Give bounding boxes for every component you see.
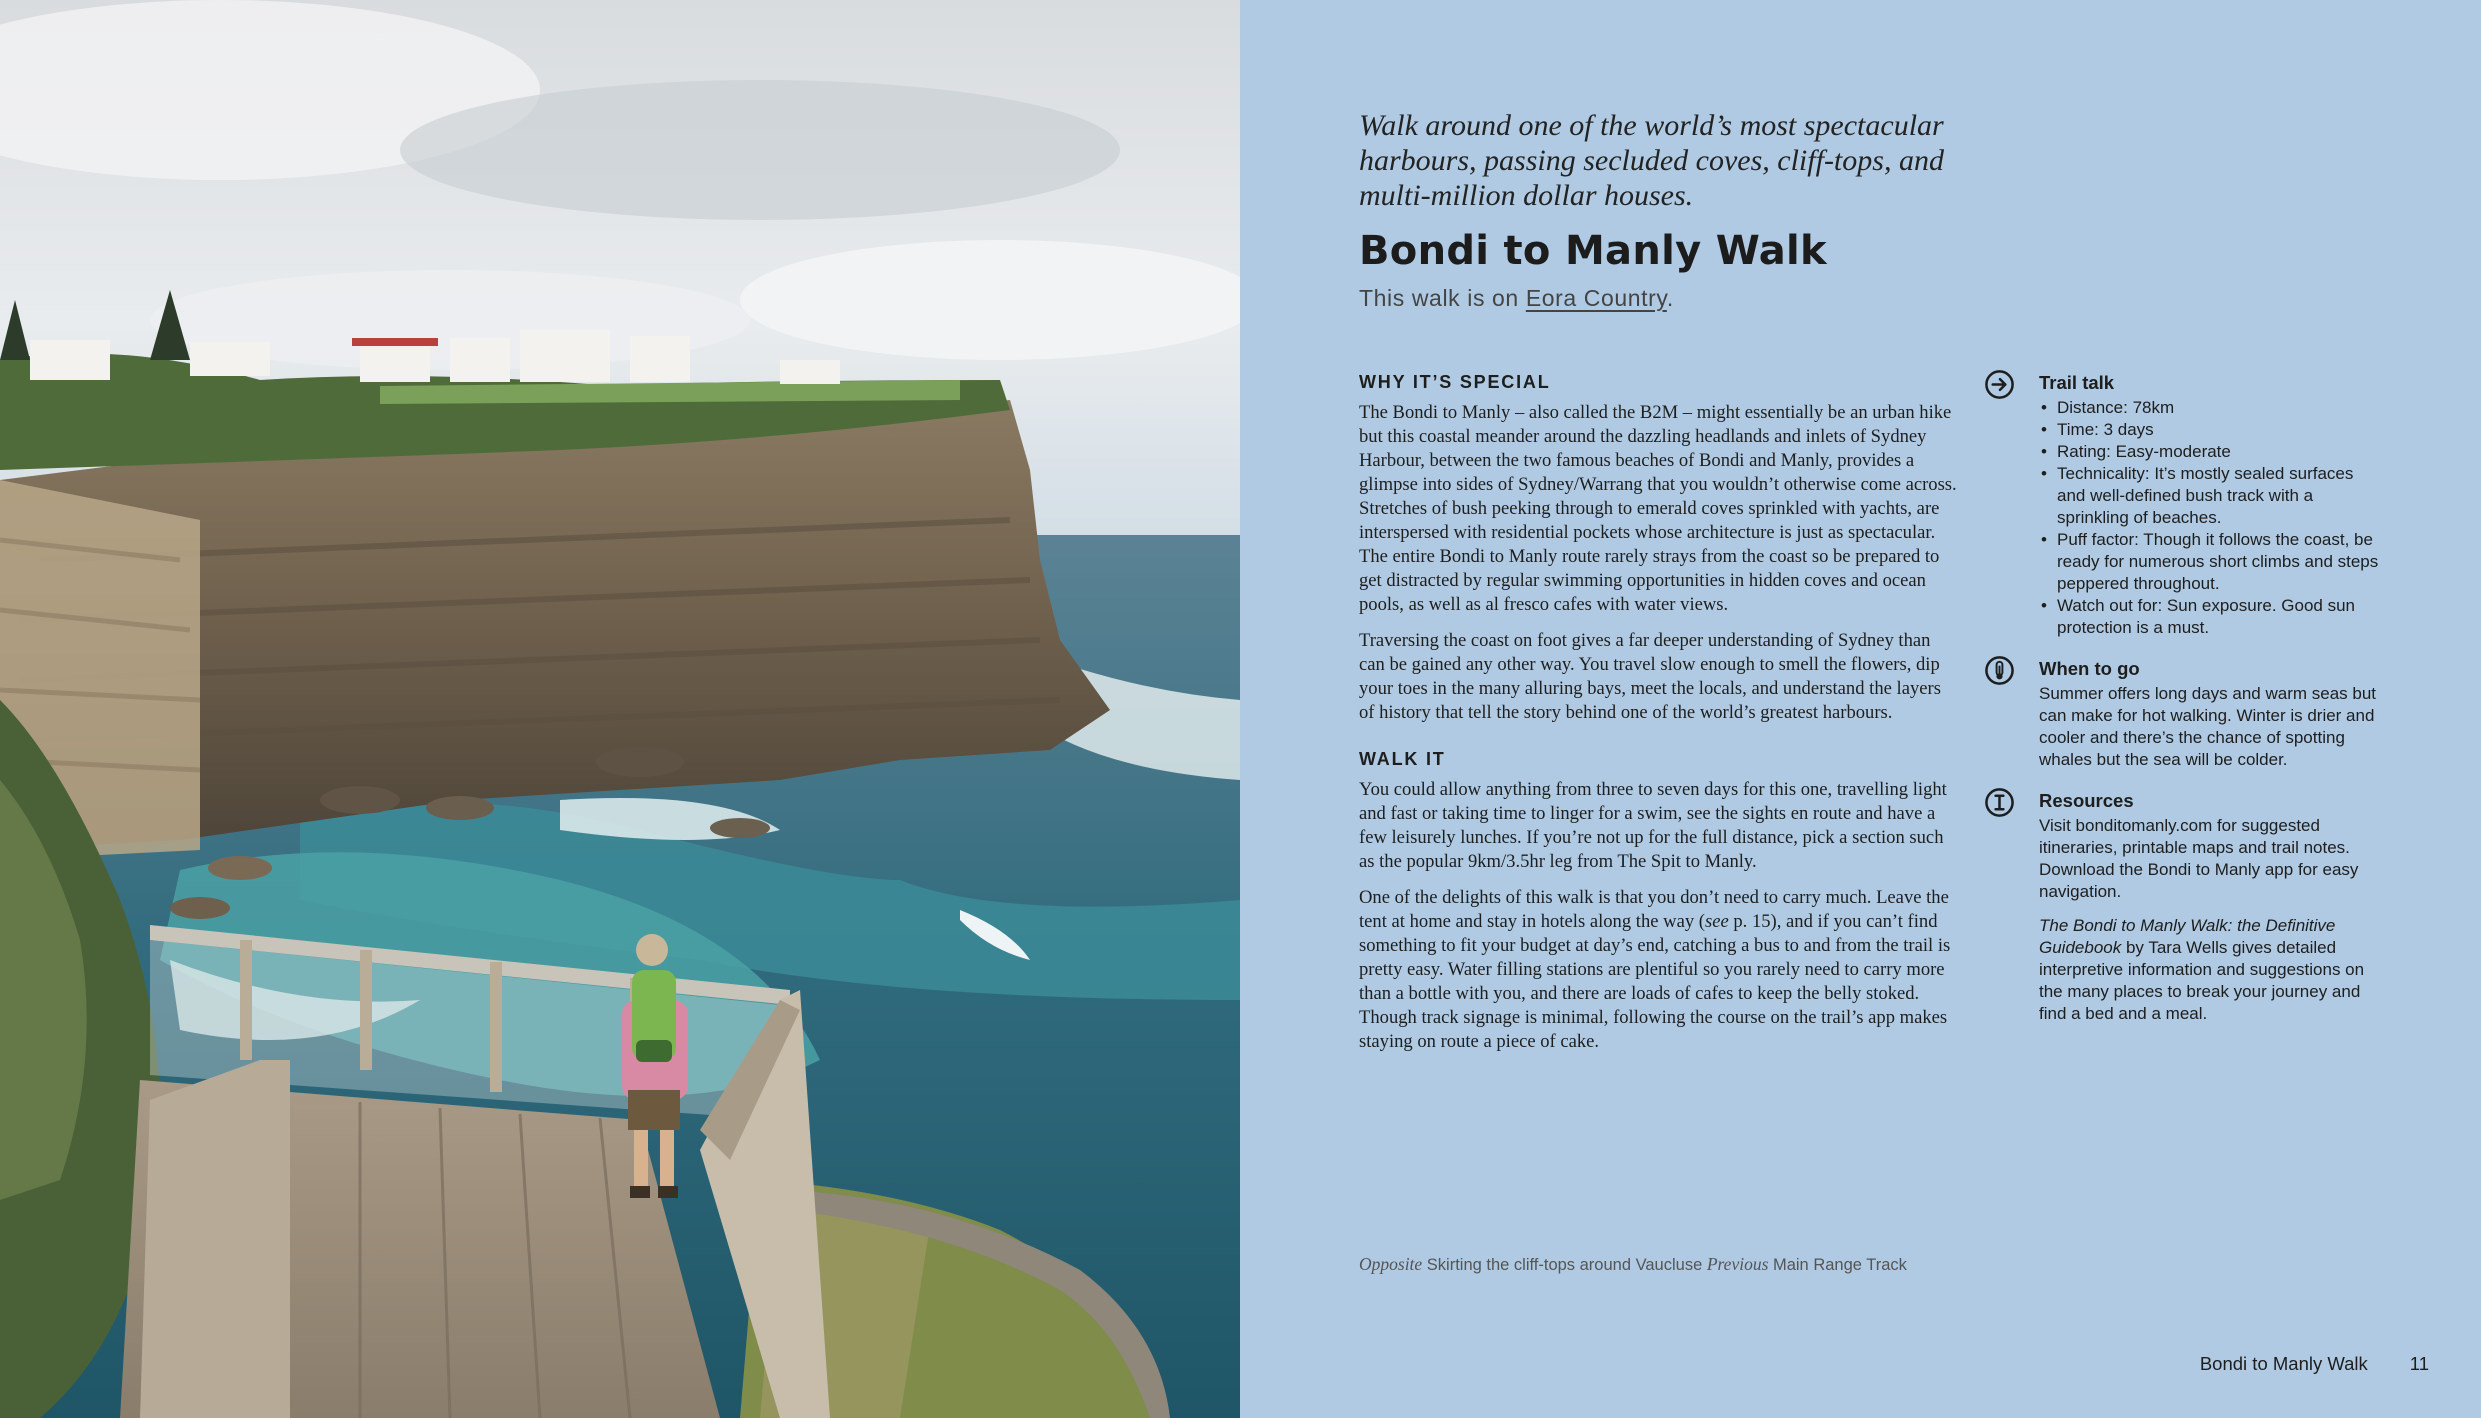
caption-opposite-text: Skirting the cliff-tops around Vaucluse bbox=[1422, 1256, 1707, 1274]
page-number: 11 bbox=[2409, 1353, 2429, 1374]
page-title: Bondi to Manly Walk bbox=[1359, 228, 1827, 274]
info-circle-icon bbox=[1984, 787, 2015, 818]
when-to-go-text: Summer offers long days and warm seas but can make for hot walking. Winter is drier and cooler and there’s the chance of spotting whales but the sea will be colder. bbox=[2039, 684, 2377, 769]
list-item: • Time: 3 days bbox=[2039, 419, 2384, 441]
footer-title: Bondi to Manly Walk bbox=[2199, 1353, 2368, 1374]
resources-block bbox=[1984, 787, 2384, 1025]
arrow-circle-icon bbox=[1984, 369, 2015, 400]
why-special-paragraph-2: Traversing the coast on foot gives a far deeper understanding of Sydney than can be gained any other way. You travel slow enough to smell the flowers, dip your toes in the many alluring bays, meet the locals, and understand the layers of history that tell the story behind one of the world’s greatest harbours. bbox=[1359, 630, 1941, 723]
why-special-paragraph-1: The Bondi to Manly – also called the B2M – might essentially be an urban hike but this coastal meander around the dazzling headlands and inlets of Sydney Harbour, between the two famous beaches of Bondi and Manly, provides a glimpse into sides of Sydney/Warrang that you wouldn’t otherwise come across. Stretches of bush peeking through to emerald coves sprinkled with yachts, are interspersed with residential pockets whose architecture is just as spectacular. The entire Bondi to Manly route rarely strays from the coast so be prepared to get distracted by regular swimming opportunities in hidden coves and ocean pools, as well as al fresco cafes with water views. bbox=[1359, 402, 1957, 615]
list-item: • Puff factor: Though it follows the coast, be ready for numerous short climbs and steps peppered throughout. bbox=[2039, 529, 2384, 595]
walk-it-paragraph-1: You could allow anything from three to seven days for this one, travelling light and fast or taking time to linger for a swim, see the sights en route and have a few leisurely lunches. If you’re not up for the full distance, pick a section such as the popular 9km/3.5hr leg from The Spit to Manly. bbox=[1359, 779, 1947, 872]
intro-standfirst: Walk around one of the world’s most spectacular harbours, passing secluded coves, cliff-tops, and multi-million dollar houses. bbox=[1359, 109, 1944, 212]
trail-talk-block bbox=[1984, 369, 2384, 639]
resources-text: Visit bonditomanly.com for suggested itineraries, printable maps and trail notes. Download the Bondi to Manly app for easy navigation. bbox=[2039, 816, 2359, 901]
caption-previous-label: Previous bbox=[1706, 1254, 1769, 1274]
trail-talk-list bbox=[2039, 397, 2384, 639]
photo-caption bbox=[1359, 1254, 1907, 1275]
walk-p2-start: One of the delights of this walk is that you don’t need to carry much. Leave the tent at home and stay in hotels along the way ( bbox=[1359, 887, 1949, 932]
walk-it-heading: WALK IT bbox=[1359, 749, 1446, 769]
page-footer bbox=[2200, 1353, 2429, 1375]
text-page bbox=[1240, 0, 2481, 1418]
guidebook-note bbox=[2039, 915, 2384, 1025]
why-special-heading: WHY IT’S SPECIAL bbox=[1359, 372, 1551, 392]
resources-title: Resources bbox=[2039, 790, 2134, 811]
guidebook-description: by Tara Wells gives detailed interpretive information and suggestions on the many places to break your journey and find a bed and a meal. bbox=[2039, 938, 2365, 1023]
sidebar-column bbox=[1984, 369, 2384, 1041]
thermometer-icon bbox=[1984, 655, 2015, 686]
list-item: • Rating: Easy-moderate bbox=[2039, 441, 2384, 463]
trail-talk-title: Trail talk bbox=[2039, 372, 2115, 393]
caption-previous-text: Main Range Track bbox=[1768, 1256, 1907, 1274]
country-acknowledgement bbox=[1359, 285, 1674, 312]
caption-opposite-label: Opposite bbox=[1359, 1254, 1423, 1274]
walk-it-paragraph-2 bbox=[1359, 886, 1959, 1054]
list-item: • Watch out for: Sun exposure. Good sun protection is a must. bbox=[2039, 595, 2384, 639]
cliff-walk-photo bbox=[0, 0, 1240, 1418]
guidebook-title: The Bondi to Manly Walk: the Definitive Guidebook bbox=[2039, 916, 2336, 957]
list-item: • Distance: 78km bbox=[2039, 397, 2384, 419]
main-column bbox=[1359, 372, 1959, 1066]
country-suffix: . bbox=[1666, 285, 1674, 311]
eora-country-link[interactable]: Eora Country bbox=[1525, 285, 1667, 311]
when-to-go-title: When to go bbox=[2039, 658, 2140, 679]
photo-illustration bbox=[0, 0, 1240, 1418]
when-to-go-block bbox=[1984, 655, 2384, 771]
country-prefix: This walk is on bbox=[1359, 285, 1526, 311]
walk-p2-end: p. 15), and if you can’t find something to fit your budget at day’s end, catching a bus to and from the trail is pretty easy. Water filling stations are plentiful so you rarely need to carry more than a bottle with you, and there are loads of cafes to keep the belly stoked. Though track signage is minimal, following the course on the trail’s app makes staying on route a piece of cake. bbox=[1359, 911, 1951, 1052]
list-item: • Technicality: It’s mostly sealed surfaces and well-defined bush track with a sprinkling of beaches. bbox=[2039, 463, 2384, 529]
walk-p2-see: see bbox=[1704, 911, 1729, 932]
